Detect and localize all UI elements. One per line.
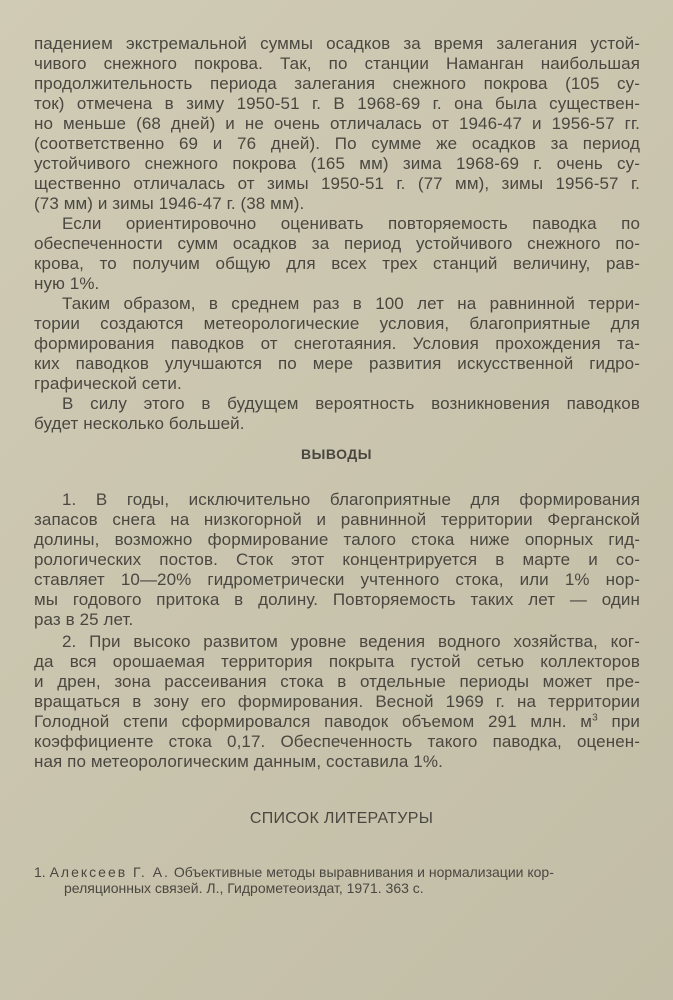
- text-line: падением экстремальной суммы осадков за время залегания устой-: [34, 34, 640, 53]
- text-line: вращаться в зону его формирования. Весной 1969 г. на территории: [34, 692, 640, 711]
- text-line: 1. В годы, исключительно благоприятные для формирования: [62, 490, 640, 509]
- text-line: ставляет 10—20% гидрометрически учтенного стока, или 1% нор-: [34, 570, 640, 589]
- text-segment: при: [597, 712, 641, 731]
- text-line: продолжительность периода залегания снежного покрова (105 су-: [34, 74, 640, 93]
- text-line: Таким образом, в среднем раз в 100 лет на равнинной терри-: [62, 294, 640, 313]
- reference-line: реляционных связей. Л., Гидрометеоиздат, 1971. 363 с.: [64, 880, 424, 896]
- text-line: мы годового притока в долину. Повторяемость таких лет — один: [34, 590, 640, 609]
- text-line: ную 1%.: [34, 274, 100, 293]
- text-line: щественно отличалась от зимы 1950-51 г. (77 мм), зимы 1956-57 г.: [34, 174, 640, 193]
- text-line-with-superscript: [34, 712, 640, 732]
- text-line: крова, то получим общую для всех трех станций величину, рав-: [34, 254, 640, 273]
- text-line: ких паводков улучшаются по мере развития искусственной гидро-: [34, 354, 640, 373]
- references-heading: СПИСОК ЛИТЕРАТУРЫ: [249, 810, 434, 827]
- reference-number: 1.: [34, 864, 46, 880]
- text-line: будет несколько большей.: [34, 414, 245, 433]
- text-line: ная по метеорологическим данным, составила 1%.: [34, 752, 443, 771]
- text-line: долины, возможно формирование талого стока ниже опорных гид-: [34, 530, 640, 549]
- text-line: (соответственно 69 и 76 дней). По сумме же осадков за период: [34, 134, 640, 153]
- conclusions-heading: ВЫВОДЫ: [301, 446, 372, 462]
- text-segment: Голодной степи сформировался паводок объемом 291 млн. м: [34, 712, 593, 731]
- text-line: коэффициенте стока 0,17. Обеспеченность такого паводка, оценен-: [34, 732, 640, 751]
- text-line: но меньше (68 дней) и не очень отличалась от 1946-47 и 1956-57 гг.: [34, 114, 640, 133]
- text-line: Если ориентировочно оценивать повторяемость паводка по: [62, 214, 640, 233]
- text-line: формирования паводков от снеготаяния. Условия прохождения та-: [34, 334, 640, 353]
- text-line: тории создаются метеорологические условия, благоприятные для: [34, 314, 640, 333]
- text-line: рологических постов. Сток этот концентрируется в марте и со-: [34, 550, 640, 569]
- superscript-cubic: 3: [592, 712, 598, 724]
- text-line: 2. При высоко развитом уровне ведения водного хозяйства, ког-: [62, 632, 640, 651]
- text-line: да вся орошаемая территория покрыта густой сетью коллекторов: [34, 652, 640, 671]
- reference-title: Объективные методы выравнивания и нормализации кор-: [173, 864, 554, 880]
- text-line: В силу этого в будущем вероятность возникновения паводков: [62, 394, 640, 413]
- text-line: устойчивого снежного покрова (165 мм) зима 1968-69 г. очень су-: [34, 154, 640, 173]
- text-line: графической сети.: [34, 374, 182, 393]
- text-line: ток) отмечена в зиму 1950-51 г. В 1968-69 г. она была существен-: [34, 94, 640, 113]
- text-line: (73 мм) и зимы 1946-47 г. (38 мм).: [34, 194, 305, 213]
- text-line: раз в 25 лет.: [34, 610, 134, 629]
- text-line: и дрен, зона рассеивания стока в отдельные периоды может пре-: [34, 672, 640, 691]
- text-line: чивого снежного покрова. Так, по станции Наманган наибольшая: [34, 54, 640, 73]
- text-line: обеспеченности сумм осадков за период устойчивого снежного по-: [34, 234, 640, 253]
- reference-author: Алексеев Г. А.: [49, 864, 170, 880]
- text-line: запасов снега на низкогорной и равнинной территории Ферганской: [34, 510, 640, 529]
